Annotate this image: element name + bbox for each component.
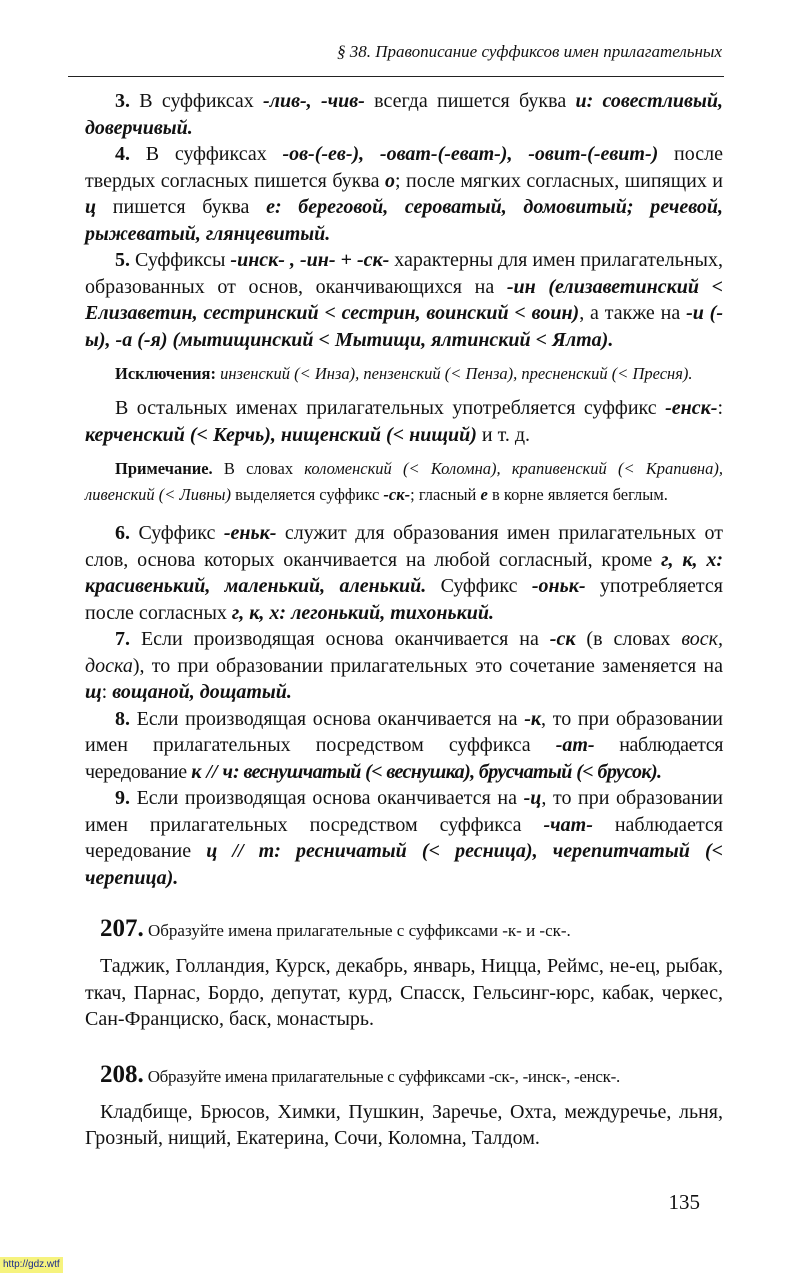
- note-words: коломенский (< Коломна), крапивенский (< Крапивна), ливенский (< Ливны): [85, 459, 723, 504]
- rule-text: наблюдается чередование: [85, 813, 724, 862]
- rule-text: Если производящая основа оканчивается на: [130, 787, 524, 809]
- exceptions-label: Исключения:: [115, 364, 216, 383]
- page-number: 135: [668, 1190, 700, 1214]
- examples: : совестливый, доверчивый.: [85, 90, 723, 139]
- rule-9: [85, 785, 723, 891]
- ending-term: -ск: [549, 628, 576, 650]
- examples: : береговой, сероватый, домовитый; речевой, рыжеватый, глянцевитый.: [85, 196, 723, 245]
- note: [85, 456, 723, 508]
- rule-text: В остальных именах прилагательных употребляется суффикс: [115, 397, 666, 419]
- suffix-term: -ат-: [555, 734, 595, 756]
- examples: : веснушчатый (< веснушка), брусчатый (< брусок).: [233, 760, 662, 783]
- examples: керченский (< Керчь), нищенский (< нищий): [85, 423, 477, 446]
- exercise-task: Образуйте имена прилагательные с суффиксами -ск-, -инск-, -енск-.: [143, 1066, 620, 1086]
- note-label: Примечание.: [115, 459, 213, 478]
- suffix-term: -лив-, -чив-: [263, 90, 365, 112]
- rule-text: Если производящая основа оканчивается на: [130, 707, 525, 730]
- exercise-208-heading: [85, 1061, 723, 1091]
- rule-text: наблюдается чередование: [85, 734, 723, 783]
- rule-text: , то при образовании имен прилагательных посредством суффикса: [85, 787, 723, 836]
- rule-text: Суффиксы: [130, 249, 231, 271]
- rule-5: [85, 247, 723, 353]
- rule-number: 3.: [115, 90, 130, 112]
- note-text: выделяется суффикс: [230, 485, 384, 504]
- rule-number: 5.: [115, 249, 130, 271]
- suffix-term: -ов-(-ев-), -оват-(-еват-), -овит-(-евит-): [282, 143, 659, 165]
- running-header: § 38. Правописание суффиксов имен прилагательных: [336, 42, 722, 61]
- alternation-term: ц // т: [206, 840, 275, 862]
- rule-4: [85, 141, 723, 247]
- rule-text: Суффикс: [130, 522, 224, 544]
- rule-text: , а также на: [579, 302, 687, 324]
- rule-text: всегда пишется буква: [364, 90, 576, 112]
- letter-term: ц: [85, 196, 97, 218]
- rule-text: характерны для имен прилагательных, образованных от основ, оканчивающихся на: [85, 249, 723, 298]
- exceptions-text: инзенский (< Инза), пензенский (< Пенза), пресненский (< Пресня).: [215, 364, 693, 383]
- rule-6: [85, 520, 723, 626]
- exercise-task: Образуйте имена прилагательные с суффиксами -к- и -ск-.: [143, 921, 571, 940]
- rule-number: 9.: [115, 787, 130, 809]
- suffix-term: -инск- , -ин- + -ск-: [230, 249, 390, 271]
- suffix-term: -ск-: [383, 485, 411, 504]
- rule-text: Суффикс: [426, 575, 532, 597]
- examples: (мытищинский < Мытищи, ялтинский < Ялта).: [167, 328, 614, 351]
- other-adjectives: [85, 395, 723, 448]
- note-text: В словах: [212, 459, 305, 478]
- ending-term: -и (-ы), -а (-я): [85, 302, 724, 351]
- suffix-term: -енск-: [665, 397, 718, 419]
- letter-term: щ: [85, 681, 102, 703]
- rule-8: [85, 706, 723, 786]
- header-rule: [68, 76, 724, 77]
- examples: : красивенький, маленький, аленький.: [85, 548, 723, 597]
- rule-text: употребляется после согласных: [85, 575, 723, 624]
- letter-term: о: [384, 169, 395, 192]
- exercise-207-words: Таджик, Голландия, Курск, декабрь, январь, Ницца, Реймс, не-ец, рыбак, ткач, Парнас, Бордо, депутат, курд, Спасск, Гельсинг-юрс, кабак, черкес, Сан-Франциско, баск, монастырь.: [85, 955, 723, 1030]
- examples: (елизаветинский < Елизаветин, сестринский < сестрин, воинский < воин): [85, 275, 723, 324]
- rule-text: В суффиксах: [130, 90, 264, 112]
- rule-number: 6.: [115, 522, 130, 544]
- rule-text: :: [101, 681, 113, 703]
- rule-text: Если производящая основа оканчивается на: [130, 628, 550, 650]
- letter-term: е: [480, 485, 488, 504]
- rule-text: служит для образования имен прилагательных от слов, основа которых оканчивается на любой согласный, кроме: [85, 522, 723, 571]
- rule-7: [85, 626, 723, 706]
- rule-3: [85, 88, 723, 141]
- rule-text: ; после мягких согласных, шипящих и: [394, 169, 723, 192]
- rule-text: В суффиксах: [130, 143, 283, 165]
- rule-number: 7.: [115, 628, 130, 650]
- note-text: ; гласный: [410, 485, 481, 504]
- exceptions: [85, 361, 723, 387]
- letter-term: г, к, х: [661, 548, 717, 571]
- words: воск, доска: [85, 628, 723, 677]
- examples: : легонький, тихонький.: [279, 601, 495, 624]
- letter-term: и: [575, 90, 587, 112]
- alternation-term: к // ч: [191, 760, 234, 783]
- rule-number: 8.: [115, 707, 130, 730]
- rule-text: (в словах: [575, 628, 682, 650]
- letter-term: г, к, х: [231, 601, 280, 624]
- exercise-208-words: Кладбище, Брюсов, Химки, Пушкин, Заречье, Охта, междуречье, льня, Грозный, нищий, Екатерина, Сочи, Коломна, Талдом.: [85, 1100, 723, 1149]
- ending-term: -к: [524, 707, 542, 730]
- rule-text: , то при образовании имен прилагательных посредством суффикса: [85, 707, 723, 756]
- rule-text: и т. д.: [476, 423, 531, 446]
- note-text: в корне является беглым.: [487, 485, 668, 504]
- page-content: [85, 88, 723, 1152]
- examples: : ресничатый (< ресница), черепитчатый (< черепица).: [85, 840, 723, 889]
- examples: вощаной, дощатый.: [112, 681, 292, 703]
- rule-number: 4.: [115, 143, 130, 165]
- exercise-number: 208.: [100, 1060, 144, 1088]
- suffix-term: -чат-: [543, 813, 593, 836]
- ending-term: -ин: [506, 275, 536, 298]
- suffix-term: -еньк-: [223, 522, 277, 544]
- ending-term: -ц: [523, 787, 542, 809]
- rule-text: ), то при образовании прилагательных это сочетание заменяется на: [132, 654, 723, 677]
- exercise-number: 207.: [100, 915, 144, 942]
- letter-term: е: [266, 196, 275, 218]
- rule-text: после твердых согласных пишется буква: [85, 143, 723, 192]
- watermark-link[interactable]: http://gdz.wtf: [0, 1257, 63, 1273]
- exercise-207-heading: [85, 915, 723, 945]
- rule-text: пишется буква: [96, 196, 267, 218]
- rule-text: :: [717, 397, 723, 419]
- suffix-term: -оньк-: [531, 575, 586, 597]
